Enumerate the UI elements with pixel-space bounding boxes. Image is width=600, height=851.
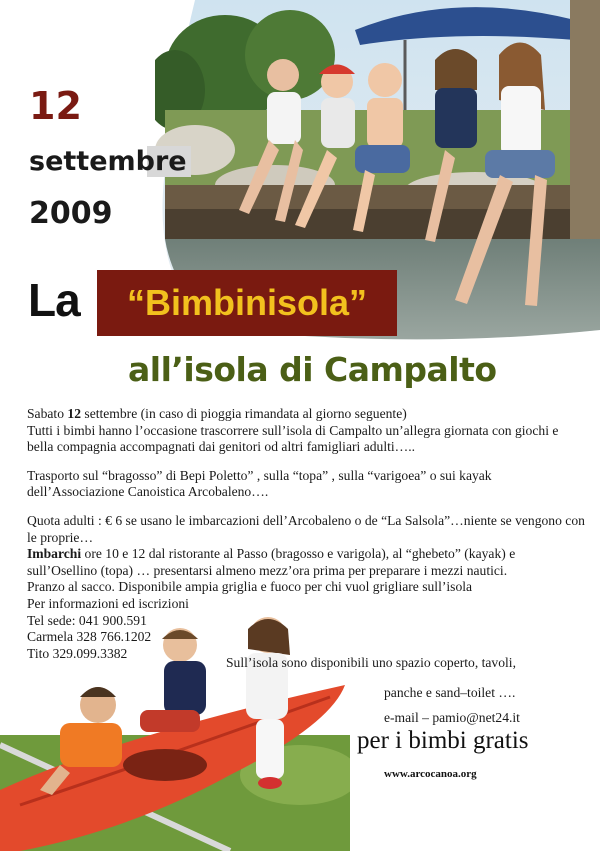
website-link: www.arcocanoa.org — [384, 768, 477, 780]
facilities-line-2: panche e sand–toilet …. — [384, 685, 516, 700]
date-day: 12 — [29, 84, 82, 128]
event-subtitle: all’isola di Campalto — [128, 350, 497, 389]
info-heading: Per informazioni ed iscrizioni — [27, 595, 189, 611]
phone-tito: Tito 329.099.3382 — [27, 645, 128, 661]
date-line-day: 12 — [67, 406, 81, 421]
boarding-label: Imbarchi — [27, 546, 82, 562]
phone-office: Tel sede: 041 900.591 — [27, 612, 147, 628]
date-line — [27, 406, 587, 423]
date-month: settembre — [29, 146, 191, 177]
boarding-text: ore 10 e 12 dal ristorante al Passo (bragosso e varigola), al “ghebeto” (kayak) e sull’Osellino (topa) … presentarsi almeno mezz’ora prima per preparare i mezzi nautici. — [27, 546, 516, 578]
date-line-start: Sabato — [27, 406, 68, 421]
fee-paragraph: Quota adulti : € 6 se usano le imbarcazioni dell’Arcobaleno o de “La Salsola”…niente se vengono con le proprie… — [27, 512, 585, 545]
facilities-line-1: Sull’isola sono disponibili uno spazio coperto, tavoli, — [226, 655, 516, 670]
lunch-paragraph: Pranzo al sacco. Disponibile ampia griglia e fuoco per chi vuol grigliare sull’isola — [27, 579, 473, 595]
transport-paragraph: Trasporto sul “bragosso” di Bepi Poletto” , sulla “topa” , sulla “varigoea” o sui kayak dell’Associazione Canoistica Arcobaleno…. — [27, 467, 492, 500]
phone-carmela: Carmela 328 766.1202 — [27, 629, 152, 645]
title-prefix: La — [28, 274, 80, 326]
event-name: “Bimbinisola” — [126, 282, 368, 323]
children-in-kayak-photo — [0, 615, 350, 851]
title-banner — [97, 270, 397, 336]
boarding-paragraph — [27, 546, 587, 579]
date-line-end: settembre (in caso di pioggia rimandata al giorno seguente) — [81, 406, 407, 421]
free-for-kids: per i bimbi gratis — [357, 727, 529, 754]
email-contact: e-mail – pamio@net24.it — [384, 710, 520, 725]
intro-paragraph: Tutti i bimbi hanno l’occasione trascorrere sull’isola di Campalto un’allegra giornata con giochi e bella compagnia accompagnati dai genitori od altri famigliari adulti….. — [27, 422, 559, 455]
date-year: 2009 — [29, 196, 113, 231]
